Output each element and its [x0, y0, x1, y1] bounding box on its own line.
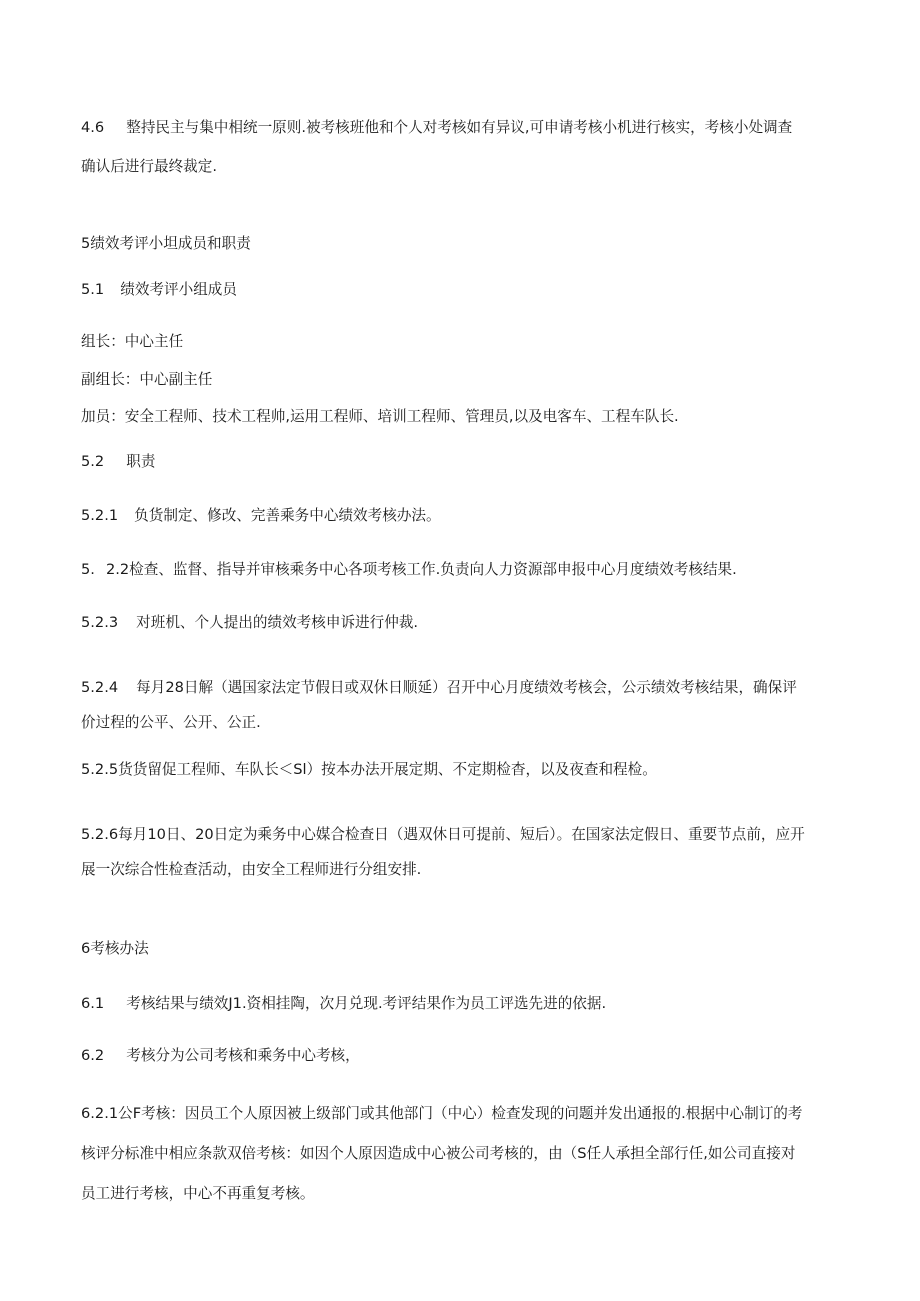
item-5-2-3	[81, 613, 418, 633]
item-5-2-4-text-line1: 每月28日解（遇国家法定节假日或双休日顺延）召开中心月度绩效考核会，公示绩效考核结果，确保评	[136, 679, 797, 696]
item-5-2-2	[81, 560, 737, 580]
item-5-2-6-line2: 展一次综合性检查活动，由安全工程师进行分组安排.	[81, 861, 422, 878]
sec-5-2-title: 职责	[126, 453, 156, 470]
sec-5-heading: 5绩效考评小坦成员和职责	[81, 235, 251, 252]
item-6-2-number: 6.2	[81, 1047, 105, 1064]
sec-6-heading: 6考核办法	[81, 940, 149, 957]
sec-5-2-heading	[81, 452, 155, 472]
item-5-2-3-number: 5.2.3	[81, 614, 119, 631]
member-deputy: 副组长：中心副主任	[81, 371, 213, 388]
item-6-2-1-line3: 员工进行考核，中心不再重复考核。	[81, 1185, 315, 1202]
sec-4-6-text-line1: 整持民主与集中相统一原则.被考核班他和个人对考核如有异议,可申请考核小机进行核实，考核小处调查	[126, 119, 793, 136]
item-5-2-1-text: 负货制定、修改、完善乘务中心绩效考核办法。	[134, 507, 441, 524]
item-5-2-2-number: 5.	[81, 561, 95, 578]
item-5-2-4-text-line2: 价过程的公平、公开、公正.	[81, 714, 261, 731]
sec-4-6-number: 4.6	[81, 119, 105, 136]
sec-5-1-number: 5.1	[81, 281, 105, 298]
item-5-2-1-number: 5.2.1	[81, 507, 119, 524]
item-6-2-text: 考核分为公司考核和乘务中心考核，	[126, 1047, 360, 1064]
item-5-2-2-text: 2.2检查、监督、指导并审核乘务中心各项考核工作.负责向人力资源部申报中心月度绩效考核结果.	[105, 561, 737, 578]
item-6-2	[81, 1046, 360, 1066]
sec-5-1-title: 绩效考评小组成员	[120, 281, 237, 298]
item-6-2-1-line1: 6.2.1公F考核：因员工个人原因被上级部门或其他部门（中心）检查发现的问题并发出通报的.根据中心制订的考	[81, 1105, 803, 1122]
item-5-2-1	[81, 506, 441, 526]
sec-5-2-number: 5.2	[81, 453, 105, 470]
sec-5-1-heading	[81, 280, 237, 300]
item-6-2-1-line2: 核评分标准中相应条款双倍考核：如因个人原因造成中心被公司考核的，由（S任人承担全部行任,如公司直接对	[81, 1145, 796, 1162]
member-leader: 组长：中心主任	[81, 333, 184, 350]
item-6-1	[81, 994, 606, 1014]
item-6-1-number: 6.1	[81, 995, 105, 1012]
sec-4-6-line1	[81, 118, 792, 138]
item-5-2-4-number: 5.2.4	[81, 679, 119, 696]
item-5-2-6-line1: 5.2.6每月10日、20日定为乘务中心媒合检查日（遇双休日可提前、短后）。在国家法定假日、重要节点前，应开	[81, 826, 805, 843]
item-5-2-4-line1	[81, 678, 797, 698]
item-5-2-5: 5.2.5货货留促工程师、车队长＜Sl）按本办法开展定期、不定期检杳，以及夜查和程检。	[81, 761, 657, 778]
item-5-2-3-text: 对班机、个人提出的绩效考核申诉进行仲裁.	[136, 614, 419, 631]
member-staff: 加员：安全工程师、技术工程帅,运用工程师、培训工程师、管理员,以及电客车、工程车队长.	[81, 408, 679, 425]
item-6-1-text: 考核结果与绩效J1.资相挂陶，次月兑现.考评结果作为员工评选先进的依据.	[126, 995, 607, 1012]
sec-4-6-text-line2: 确认后进行最终裁定.	[81, 158, 217, 175]
